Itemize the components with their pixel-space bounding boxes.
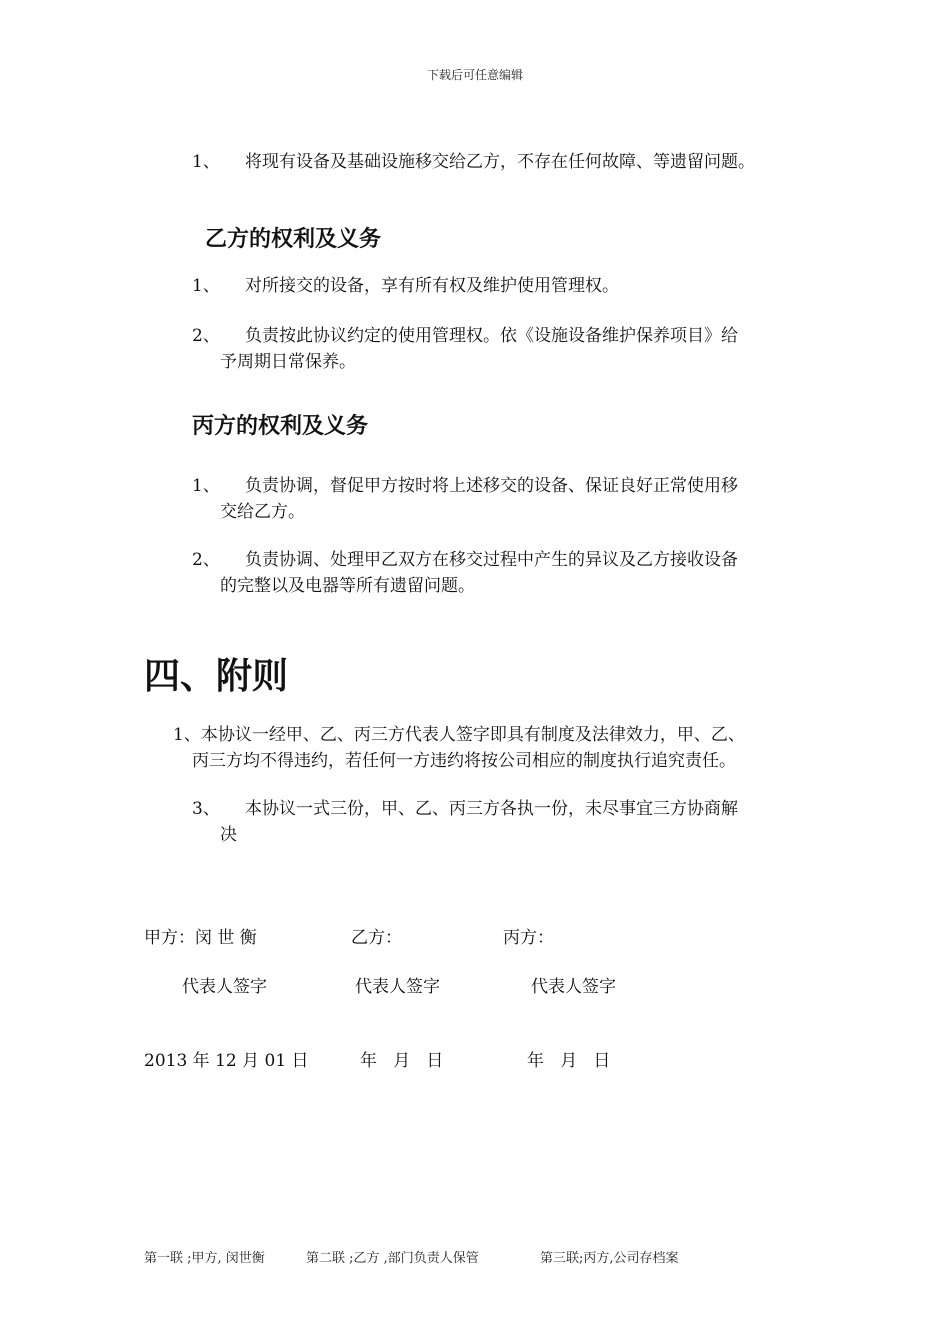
party-a-date: 2013 年 12 月 01 日 bbox=[144, 1051, 309, 1071]
footer-copy-1: 第一联 ;甲方, 闵世衡 bbox=[144, 1251, 265, 1266]
party-c-signature-label: 代表人签字 bbox=[531, 977, 616, 997]
appendix-item-text-continued: 丙三方均不得违约，若任何一方违约将按公司相应的制度执行追究责任。 bbox=[192, 751, 736, 771]
list-item-text-continued: 予周期日常保养。 bbox=[220, 352, 356, 372]
appendix-item-text: 本协议一式三份，甲、乙、丙三方各执一份，未尽事宜三方协商解 bbox=[245, 799, 738, 819]
list-item-text: 负责协调、处理甲乙双方在移交过程中产生的异议及乙方接收设备 bbox=[245, 550, 738, 570]
list-number: 1、 bbox=[192, 276, 220, 296]
section-heading-party-b: 乙方的权利及义务 bbox=[205, 227, 382, 252]
list-item-text: 将现有设备及基础设施移交给乙方，不存在任何故障、等遗留问题。 bbox=[245, 152, 755, 172]
footer-copy-3: 第三联;丙方,公司存档案 bbox=[540, 1251, 679, 1266]
list-item-text: 对所接交的设备，享有所有权及维护使用管理权。 bbox=[245, 276, 619, 296]
list-item-text: 负责协调，督促甲方按时将上述移交的设备、保证良好正常使用移 bbox=[245, 476, 738, 496]
list-number: 3、 bbox=[192, 799, 220, 819]
list-number: 1、 bbox=[192, 152, 220, 172]
list-item-text-continued: 的完整以及电器等所有遗留问题。 bbox=[220, 576, 475, 596]
list-number: 1、 bbox=[192, 476, 220, 496]
page-header: 下载后可任意编辑 bbox=[426, 68, 523, 82]
appendix-item-text: 1、本协议一经甲、乙、丙三方代表人签字即具有制度及法律效力，甲、乙、 bbox=[173, 725, 745, 745]
party-b-signature-label: 代表人签字 bbox=[355, 977, 440, 997]
footer-copy-2: 第二联 ;乙方 ,部门负责人保管 bbox=[306, 1251, 479, 1266]
party-c-date: 年 月 日 bbox=[527, 1051, 611, 1071]
list-item-text-continued: 交给乙方。 bbox=[220, 502, 305, 522]
list-item-text: 负责按此协议约定的使用管理权。依《设施设备维护保养项目》给 bbox=[245, 326, 738, 346]
party-a-label: 甲方：闵 世 衡 bbox=[144, 928, 257, 948]
party-a-signature-label: 代表人签字 bbox=[182, 977, 267, 997]
party-c-label: 丙方： bbox=[503, 928, 554, 948]
party-b-label: 乙方： bbox=[351, 928, 402, 948]
list-number: 2、 bbox=[192, 326, 220, 346]
appendix-item-text-continued: 决 bbox=[220, 825, 237, 845]
section-heading-appendix: 四、附则 bbox=[144, 656, 289, 697]
list-number: 2、 bbox=[192, 550, 220, 570]
party-b-date: 年 月 日 bbox=[360, 1051, 444, 1071]
section-heading-party-c: 丙方的权利及义务 bbox=[192, 414, 369, 439]
